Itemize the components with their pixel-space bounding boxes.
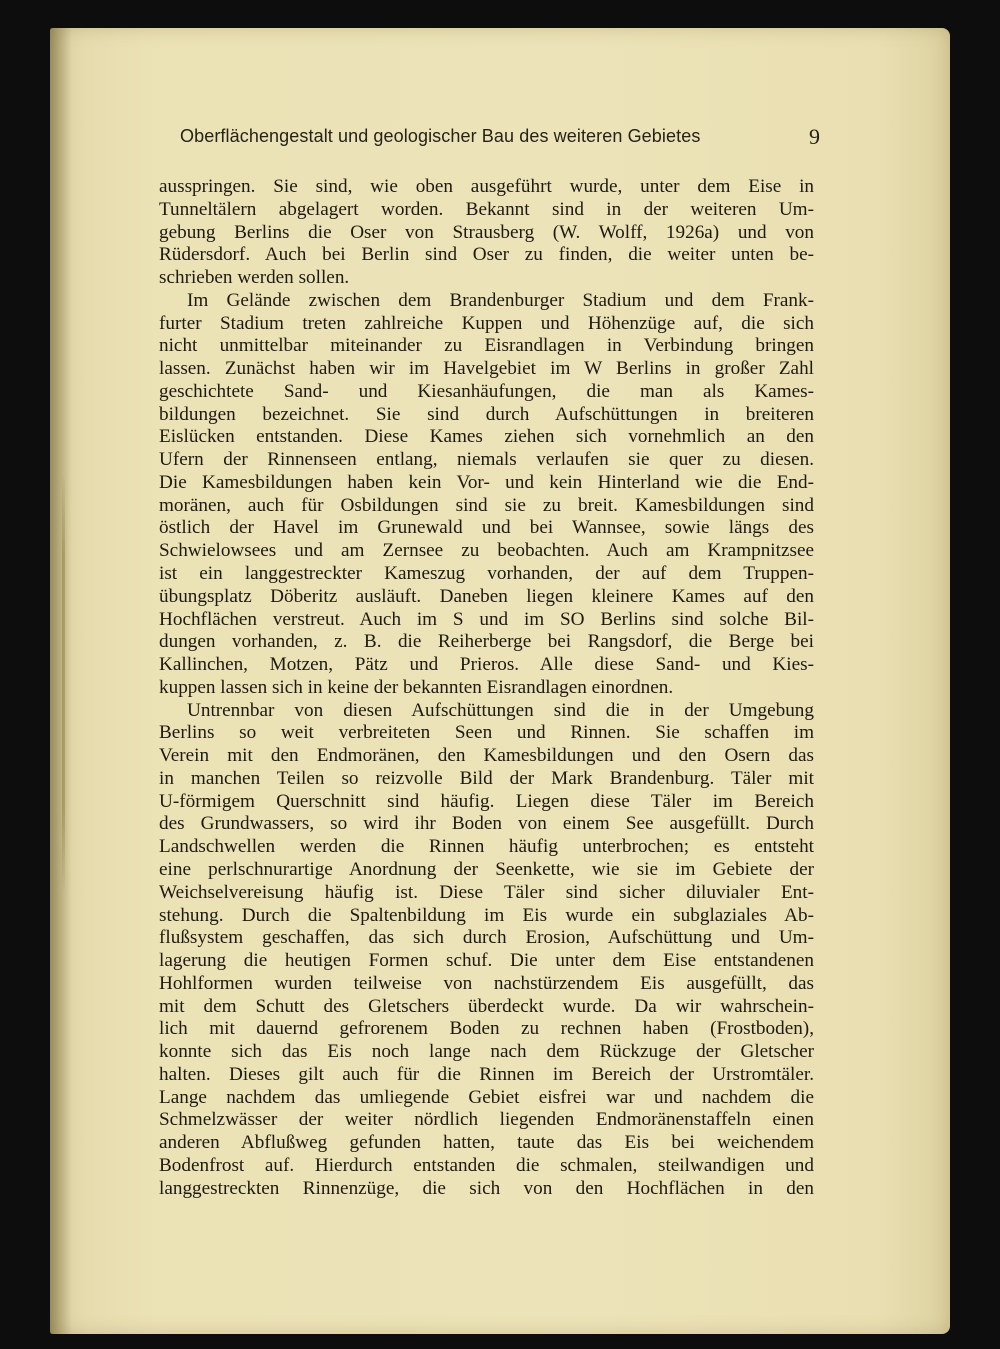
text-line: Schwielowsees und am Zernsee zu beobachten. Auch am Krampnitzsee xyxy=(159,540,814,562)
text-line: des Grundwassers, so wird ihr Boden von einem See ausgefüllt. Durch xyxy=(159,813,814,835)
text-line: Ufern der Rinnenseen entlang, niemals verlaufen sie quer zu diesen. xyxy=(159,449,814,471)
text-line: Landschwellen werden die Rinnen häufig unterbrochen; es entsteht xyxy=(159,836,814,858)
text-line: flußsystem geschaffen, das sich durch Erosion, Aufschüttung und Um- xyxy=(159,927,814,949)
text-line: Rüdersdorf. Auch bei Berlin sind Oser zu finden, die weiter unten be- xyxy=(159,244,814,266)
body-text xyxy=(159,176,814,1200)
text-line: Die Kamesbildungen haben kein Vor- und kein Hinterland wie die End- xyxy=(159,471,814,493)
text-line: stehung. Durch die Spaltenbildung im Eis wurde ein subglaziales Ab- xyxy=(159,904,814,926)
text-line: Untrennbar von diesen Aufschüttungen sind die in der Umgebung xyxy=(187,699,814,721)
text-line: Bodenfrost auf. Hierdurch entstanden die schmalen, steilwandigen und xyxy=(159,1154,814,1176)
text-line: Verein mit den Endmoränen, den Kamesbildungen und den Osern das xyxy=(159,745,814,767)
text-line: lich mit dauernd gefrorenem Boden zu rechnen haben (Frostboden), xyxy=(159,1018,814,1040)
text-line: Hochflächen verstreut. Auch im S und im SO Berlins sind solche Bil- xyxy=(159,608,814,630)
text-line: ausspringen. Sie sind, wie oben ausgeführt wurde, unter dem Eise in xyxy=(159,176,814,197)
text-line: Tunneltälern abgelagert worden. Bekannt sind in der weiteren Um- xyxy=(159,198,814,220)
text-line: moränen, auch für Osbildungen sind sie zu breit. Kamesbildungen sind xyxy=(159,494,814,516)
text-line: eine perlschnurartige Anordnung der Seenkette, wie sie im Gebiete der xyxy=(159,858,814,880)
text-line: Hohlformen wurden teilweise von nachstürzendem Eis ausgefüllt, das xyxy=(159,972,814,994)
text-line: gebung Berlins die Oser von Strausberg (W. Wolff, 1926a) und von xyxy=(159,221,814,243)
text-line: lassen. Zunächst haben wir im Havelgebiet im W Berlins in großer Zahl xyxy=(159,358,814,380)
text-line: ist ein langgestreckter Kameszug vorhanden, der auf dem Truppen- xyxy=(159,563,814,585)
text-line: langgestreckten Rinnenzüge, die sich von den Hochflächen in den xyxy=(159,1177,814,1199)
text-line: Im Gelände zwischen dem Brandenburger Stadium und dem Frank- xyxy=(187,289,814,311)
text-line: in manchen Teilen so reizvolle Bild der Mark Brandenburg. Täler mit xyxy=(159,767,814,789)
text-line: furter Stadium treten zahlreiche Kuppen und Höhenzüge auf, die sich xyxy=(159,312,814,334)
page-number: 9 xyxy=(809,124,820,149)
text-line: konnte sich das Eis noch lange nach dem Rückzuge der Gletscher xyxy=(159,1041,814,1063)
text-line: übungsplatz Döberitz ausläuft. Daneben liegen kleinere Kames auf den xyxy=(159,585,814,607)
page-edge-mark xyxy=(62,473,65,893)
text-line: anderen Abflußweg gefunden hatten, taute das Eis bei weichendem xyxy=(159,1132,814,1154)
text-line: geschichtete Sand- und Kiesanhäufungen, die man als Kames- xyxy=(159,380,814,402)
text-line: Kallinchen, Motzen, Pätz und Prieros. Alle diese Sand- und Kies- xyxy=(159,654,814,676)
header-title: Oberflächengestalt und geologischer Bau des weiteren Gebietes xyxy=(180,126,701,146)
text-line: Lange nachdem das umliegende Gebiet eisfrei war und nachdem die xyxy=(159,1086,814,1108)
text-line: nicht unmittelbar miteinander zu Eisrandlagen in Verbindung bringen xyxy=(159,335,814,357)
text-line: schrieben werden sollen. xyxy=(159,267,350,289)
text-line: östlich der Havel im Grunewald und bei Wannsee, sowie längs des xyxy=(159,517,814,539)
text-line: Eislücken entstanden. Diese Kames ziehen sich vornehmlich an den xyxy=(159,426,814,448)
text-line: Weichselvereisung häufig ist. Diese Täler sind sicher diluvialer Ent- xyxy=(159,881,814,903)
text-line: dungen vorhanden, z. B. die Reiherberge bei Rangsdorf, die Berge bei xyxy=(159,631,814,653)
running-header xyxy=(180,126,820,150)
text-line: halten. Dieses gilt auch für die Rinnen im Bereich der Urstromtäler. xyxy=(159,1063,814,1085)
text-line: lagerung die heutigen Formen schuf. Die unter dem Eise entstandenen xyxy=(159,950,814,972)
text-line: bildungen bezeichnet. Sie sind durch Aufschüttungen in breiteren xyxy=(159,403,814,425)
gutter-shadow xyxy=(50,28,72,1334)
text-line: Schmelzwässer der weiter nördlich liegenden Endmoränenstaffeln einen xyxy=(159,1109,814,1131)
text-line: mit dem Schutt des Gletschers überdeckt wurde. Da wir wahrschein- xyxy=(159,995,814,1017)
text-line: Berlins so weit verbreiteten Seen und Rinnen. Sie schaffen im xyxy=(159,722,814,744)
text-line: kuppen lassen sich in keine der bekannten Eisrandlagen einordnen. xyxy=(159,676,674,698)
text-line: U-förmigem Querschnitt sind häufig. Liegen diese Täler im Bereich xyxy=(159,790,814,812)
